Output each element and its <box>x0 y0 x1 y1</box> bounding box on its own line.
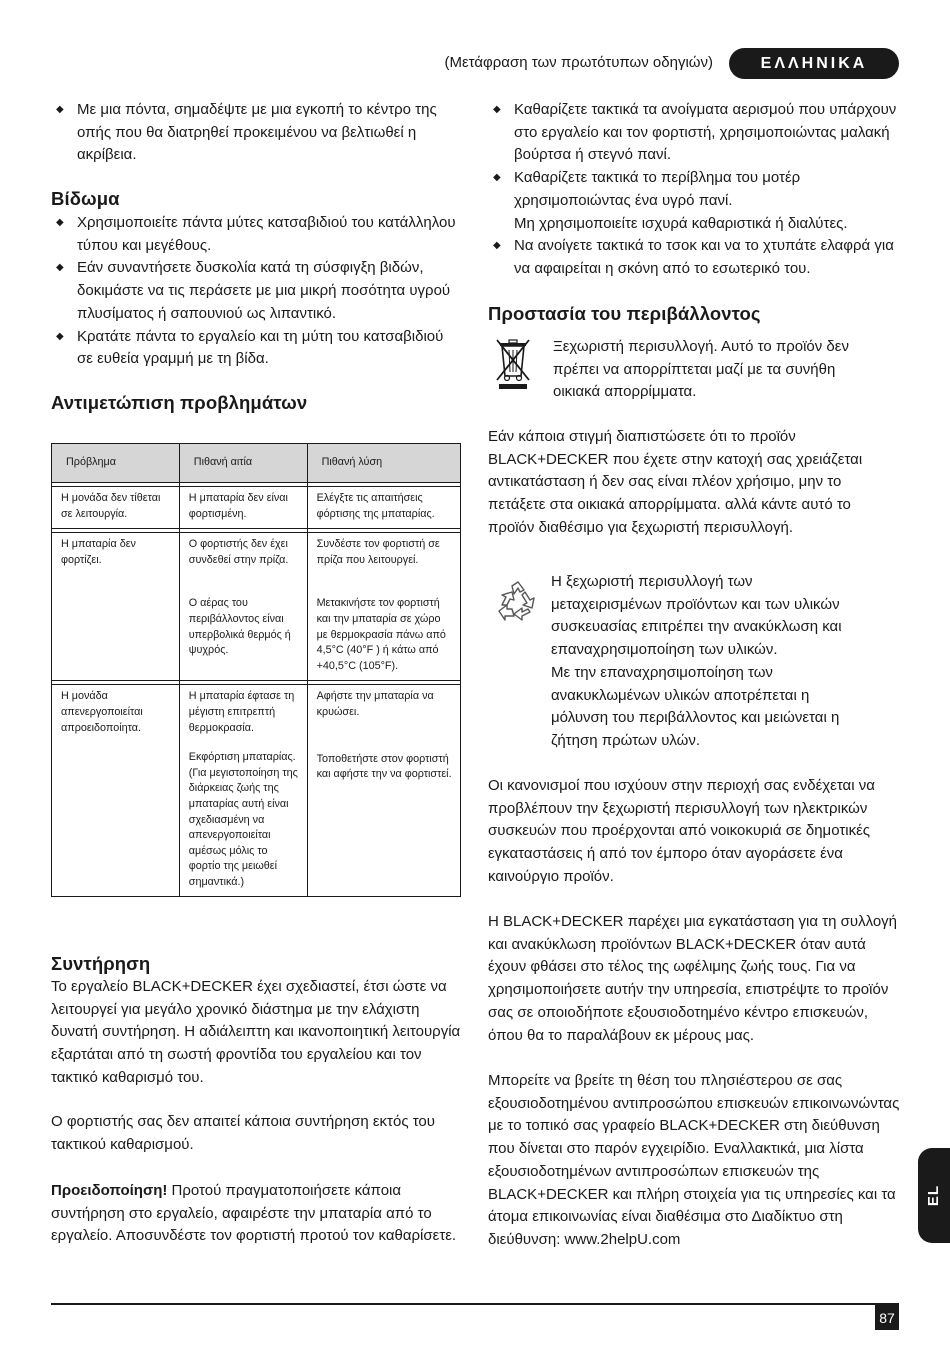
table-header-row <box>52 444 461 483</box>
environment-paragraph-4: Μπορείτε να βρείτε τη θέση του πλησιέστερου σε σας εξουσιοδοτημένου αντιπροσώπου επισκευών επικοινωνώντας με το τοπικό σας γραφείο BLACK+DECKER στη διεύθυνση που δίνεται στο παρόν εγχειρίδιο. Εναλλακτικά, μια λίστα εξουσιοδοτημένων αντιπροσώπων επισκευών της BLACK+DECKER και πλήρη στοιχεία για τις υπηρεσίες και τα άτομα επικοινωνίας είναι διαθέσιμα στο Διαδίκτυο στη διεύθυνση: www.2helpU.com <box>488 1072 900 1248</box>
warning-paragraph <box>51 1180 463 1248</box>
warning-label: Προειδοποίηση! <box>51 1182 168 1199</box>
environment-paragraph-1: Εάν κάποια στιγμή διαπιστώσετε ότι το προϊόν BLACK+DECKER που έχετε στην κατοχή σας χρειάζεται αντικατάσταση ή δεν σας είναι πλέον χρήσιμο, μην το πετάξετε στα οικιακά απορρίμματα. αλλά κάντε αυτό το προϊόν διαθέσιμο για ξεχωριστή περισυλλογή. <box>488 428 863 536</box>
translation-note: (Μετάφραση των πρωτότυπων οδηγιών) <box>444 54 713 71</box>
crossed-bin-icon <box>494 336 532 390</box>
table-row <box>52 487 461 529</box>
screwing-bullet-list <box>51 212 461 371</box>
list-item: ◆ Χρησιμοποιείτε πάντα μύτες κατσαβιδιού του κατάλληλου τύπου και μεγέθους. <box>56 214 456 254</box>
troubleshooting-table <box>51 443 461 897</box>
list-item: ◆ Κρατάτε πάντα το εργαλείο και τη μύτη του κατσαβιδιού σε ευθεία γραμμή με τη βίδα. <box>56 327 444 368</box>
problem-cell: Η μονάδα δεν τίθεται σε λειτουργία. <box>52 487 180 529</box>
language-side-tab-label: EL <box>925 1184 943 1207</box>
column-header: Πρόβλημα <box>52 444 180 483</box>
language-badge-label: ΕΛΛΗΝΙΚΑ <box>760 54 868 72</box>
footer-rule <box>51 1303 899 1305</box>
recycle-icon <box>494 578 542 626</box>
cause-cell: Η μπαταρία έφτασε τη μέγιστη επιτρεπτή θερμοκρασία. Εκφόρτιση μπαταρίας. (Για μεγιστοποίηση της διάρκειας ζωής της μπαταρίας αυτή είναι σχεδιασμένη να απενεργοποιείται αμέσως μόλις το φορτίο της μειωθεί σημαντικά.) <box>179 685 307 897</box>
table-row <box>52 533 461 681</box>
cleaning-bullet-list <box>488 99 903 281</box>
language-side-tab <box>918 1148 950 1243</box>
section-title-troubleshooting: Αντιμετώπιση προβλημάτων <box>51 392 308 413</box>
separate-collection-text: Ξεχωριστή περισυλλογή. Αυτό το προϊόν δεν πρέπει να απορρίπτεται μαζί με τα συνήθη οικιακά απορρίμματα. <box>553 338 849 401</box>
list-item: ◆ Καθαρίζετε τακτικά τα ανοίγματα αερισμού που υπάρχουν στο εργαλείο και τον φορτιστή, χρησιμοποιώντας μαλακή βούρτσα ή στεγνό πανί. <box>493 101 897 164</box>
list-item: ◆ Να ανοίγετε τακτικά το τσοκ και να το χτυπάτε ελαφρά για να αφαιρείται η σκόνη από το εσωτερικό του. <box>493 237 894 277</box>
section-title-environment: Προστασία του περιβάλλοντος <box>488 303 761 324</box>
problem-cell: Η μπαταρία δεν φορτίζει. <box>52 533 180 681</box>
list-item: ◆ Με μια πόντα, σημαδέψτε με μια εγκοπή το κέντρο της οπής που θα διατρηθεί προκειμένου να βελτιωθεί η ακρίβεια. <box>56 101 437 164</box>
column-header: Πιθανή αιτία <box>179 444 307 483</box>
charger-paragraph: Ο φορτιστής σας δεν απαιτεί κάποια συντήρηση εκτός του τακτικού καθαρισμού. <box>51 1113 435 1153</box>
column-header: Πιθανή λύση <box>307 444 460 483</box>
warning-text: Προτού πραγματοποιήσετε κάποια συντήρηση στο εργαλείο, αφαιρέστε την μπαταρία από το εργαλείο. Αποσυνδέστε τον φορτιστή προτού τον καθαρίσετε. <box>51 1182 457 1245</box>
intro-bullet-list <box>51 99 461 167</box>
list-item: ◆ Εάν συναντήσετε δυσκολία κατά τη σύσφιγξη βιδών, δοκιμάστε να τις περάσετε με μια μικρή ποσότητα υγρού πλυσίματος ή σαπουνιού ως λιπαντικό. <box>56 259 451 322</box>
cause-cell: Ο φορτιστής δεν έχει συνδεθεί στην πρίζα. Ο αέρας του περιβάλλοντος είναι υπερβολικά θερμός ή ψυχρός. <box>179 533 307 681</box>
solution-cell: Αφήστε την μπαταρία να κρυώσει. Τοποθετήστε στον φορτιστή και αφήστε την να φορτιστεί. <box>307 685 460 897</box>
maintenance-paragraph: Το εργαλείο BLACK+DECKER έχει σχεδιαστεί, έτσι ώστε να λειτουργεί για μεγάλο χρονικό διάστημα με την ελάχιστη δυνατή συντήρηση. Η αδιάλειπτη και ικανοποιητική λειτουργία εξαρτάται από τη σωστή φροντίδα του εργαλείου και τον τακτικό καθαρισμό του. <box>51 978 461 1086</box>
environment-paragraph-2: Οι κανονισμοί που ισχύουν στην περιοχή σας ενδέχεται να προβλέπουν την ξεχωριστή περισυλλογή των ηλεκτρικών συσκευών που προέρχονται από νοικοκυριά σε δημοτικές εγκαταστάσεις ή από τον έμπορο όταν αγοράσετε ένα καινούργιο προϊόν. <box>488 777 875 885</box>
section-title-screwing: Βίδωμα <box>51 188 120 209</box>
language-badge <box>729 48 899 79</box>
problem-cell: Η μονάδα απενεργοποιείται απροειδοποίητα. <box>52 685 180 897</box>
section-title-maintenance: Συντήρηση <box>51 953 151 974</box>
table-row <box>52 685 461 897</box>
recycling-text: Η ξεχωριστή περισυλλογή των μεταχειρισμένων προϊόντων και των υλικών συσκευασίας επιτρέπει την ανακύκλωση και επαναχρησιμοποίηση των υλικών. Με την επαναχρησιμοποίηση των ανακυκλωμένων υλικών αποτρέπεται η μόλυνση του περιβάλλοντος και μειώνεται η ζήτηση πρώτων υλών. <box>551 573 842 749</box>
list-item: ◆ Καθαρίζετε τακτικά το περίβλημα του μοτέρ χρησιμοποιώντας ένα υγρό πανί. Μη χρησιμοποιείτε ισχυρά καθαριστικά ή διαλύτες. <box>493 169 848 232</box>
solution-cell: Συνδέστε τον φορτιστή σε πρίζα που λειτουργεί. Μετακινήστε τον φορτιστή και την μπαταρία σε χώρο με θερμοκρασία πάνω από 4,5°C (40°F ) ή κάτω από +40,5°C (105°F). <box>307 533 460 681</box>
cause-cell: Η μπαταρία δεν είναι φορτισμένη. <box>179 487 307 529</box>
environment-paragraph-3: Η BLACK+DECKER παρέχει μια εγκατάσταση για τη συλλογή και ανακύκλωση προϊόντων BLACK+DECKER όταν αυτά έχουν φθάσει στο τέλος της ωφέλιμης ζωής τους. Για να χρησιμοποιήσετε αυτήν την υπηρεσία, επιστρέψτε το προϊόν σας σε οποιοδήποτε εξουσιοδοτημένο κέντρο επισκευών, όπου θα το παραλάβουν εκ μέρους μας. <box>488 913 898 1044</box>
solution-cell: Ελέγξτε τις απαιτήσεις φόρτισης της μπαταρίας. <box>307 487 460 529</box>
page-number: 87 <box>875 1305 899 1330</box>
